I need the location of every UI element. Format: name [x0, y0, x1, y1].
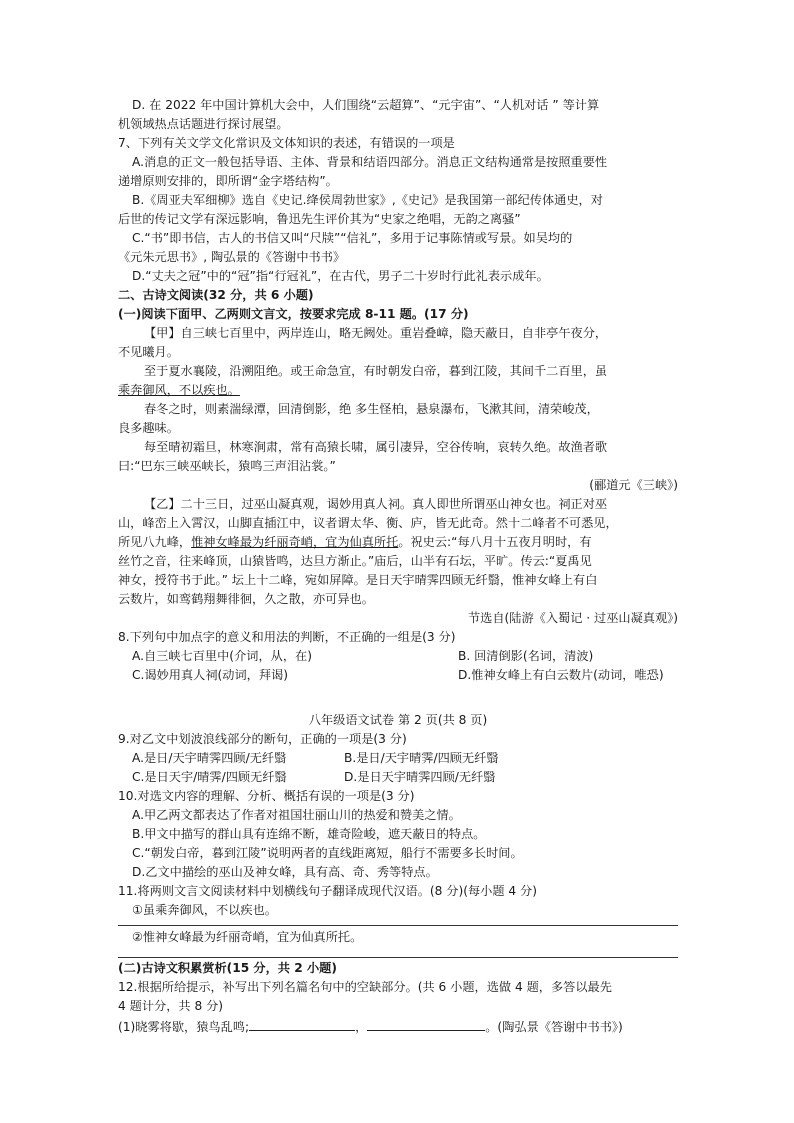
q10-option-c: C.“朝发白帝，暮到江陵”说明两者的直线距离短，船行不需要多长时间。 [132, 846, 523, 860]
q8-option-d: D.惟神女峰上有白云数片(动词，唯恐) [458, 668, 664, 682]
passage-jia-line: 曰:“巴东三峡巫峡长，猿鸣三声泪沾裳。” [118, 459, 336, 473]
question-12: 12.根据所给提示，补写出下列名篇名句中的空缺部分。(共 6 小题，选做 4 题，多答以最先 [118, 980, 612, 994]
question-11: 11.将两则文言文阅读材料中划横线句子翻译成现代汉语。(8 分)(每小题 4 分) [118, 884, 537, 898]
question-12-cont: 4 题计分，共 8 分) [118, 999, 224, 1013]
q8-options-row [118, 666, 678, 685]
comma: ， [355, 1020, 368, 1034]
question-9: 9.对乙文中划波浪线部分的断句，正确的一项是(3 分) [118, 732, 407, 746]
passage-yi-text: 。祝史云:“每八月十五夜月明时，有 [398, 535, 592, 549]
question-10: 10.对选文内容的理解、分析、概括有误的一项是(3 分) [118, 789, 415, 803]
q8-option-a: A.自三峡七百里中(介词，从，在) [132, 649, 312, 663]
answer-line[interactable] [118, 925, 678, 926]
subsection-2-heading: (二)古诗文积累赏析(15 分，共 2 小题) [118, 961, 337, 975]
q9-options-row [118, 749, 678, 768]
exam-page [118, 96, 678, 1037]
spacer [118, 685, 678, 711]
passage-jia-line: 【甲】自三峡七百里中，两岸连山，略无阙处。重岩叠嶂，隐天蔽日，自非亭午夜分， [144, 326, 608, 340]
q10-option-d: D.乙文中描绘的巫山及神女峰，具有高、奇、秀等特点。 [132, 865, 438, 879]
passage-yi-line [118, 533, 678, 552]
underlined-sentence: 惟神女峰最为纤丽奇峭，宜为仙真所托 [191, 535, 399, 549]
q12-item-1-prompt: (1)晓雾将歇，猿鸟乱鸣; [118, 1020, 250, 1034]
q9-option-d: D.是日天宇晴霁四顾/无纤翳 [344, 770, 496, 784]
q9-option-c: C.是日天宇/晴霁/四顾无纤翳 [132, 770, 287, 784]
q9-option-a: A.是日/天宇晴霁四顾/无纤翳 [132, 751, 287, 765]
q7-option-d: D.“丈夫之冠”中的“冠”指“行冠礼”，在古代，男子二十岁时行此礼表示成年。 [132, 269, 549, 283]
answer-blank[interactable] [249, 1016, 355, 1031]
page-footer: 八年级语文试卷 第 2 页(共 8 页) [308, 713, 488, 727]
passage-yi-line: 丝竹之音，往来峰顶，山猿皆鸣，达旦方渐止。”庙后，山半有石坛，平旷。传云:“夏禹见 [118, 554, 592, 568]
q8-option-b: B. 回清倒影(名词，清波) [458, 649, 594, 663]
q12-item-1 [118, 1016, 678, 1037]
q7-option-c-cont: 《元朱元思书》, 陶弘景的《答谢中书书》 [118, 250, 346, 264]
q11-item-2: ②惟神女峰最为纤丽奇峭，宜为仙真所托。 [132, 930, 363, 944]
answer-line[interactable] [118, 957, 678, 958]
q7-option-b-cont: 后世的传记文学有深远影响，鲁迅先生评价其为“史家之绝唱，无韵之离骚” [118, 212, 521, 226]
passage-jia-line-underlined [118, 381, 678, 400]
passage-jia-line: 春冬之时，则素湍绿潭，回清倒影，绝 多生怪柏，悬泉瀑布，飞漱其间，清荣峻茂， [144, 402, 599, 416]
section-2-heading: 二、古诗文阅读(32 分，共 6 小题) [118, 288, 314, 302]
option-d-text-cont: 机领域热点话题进行探讨展望。 [118, 117, 289, 131]
passage-jia-source: (郦道元《三峡》) [589, 478, 678, 492]
underlined-sentence: 乘奔御风，不以疾也。 [118, 383, 240, 397]
q12-item-1-source: 。(陶弘景《答谢中书书》) [485, 1020, 623, 1034]
passage-yi-line: 山，峰峦上入霄汉，山脚直插江中，议者谓太华、衡、庐，皆无此奇。然十二峰者不可悉见， [118, 516, 618, 530]
subsection-1-heading: (一)阅读下面甲、乙两则文言文，按要求完成 8-11 题。(17 分) [118, 307, 469, 321]
passage-jia-line: 每至晴初霜旦，林寒涧肃，常有高猿长啸，属引凄异，空谷传响，哀转久绝。故渔者歌 [144, 440, 608, 454]
passage-yi-line: 【乙】二十三日，过巫山凝真观，谒妙用真人祠。真人即世所谓巫山神女也。祠正对巫 [144, 497, 608, 511]
question-7: 7、下列有关文学文化常识及文体知识的表述，有错误的一项是 [118, 136, 455, 150]
passage-yi-line: 神女，授符书于此。” 坛上十二峰，宛如屏障。是日天宇晴霁四顾无纤翳，惟神女峰上有白 [118, 573, 598, 587]
option-d-text: D. 在 2022 年中国计算机大会中，人们围绕“云超算”、“元宇宙”、“人机对话 ” 等计算 [132, 98, 600, 112]
q9-option-b: B.是日/天宇晴霁/四顾无纤翳 [344, 751, 499, 765]
question-8: 8.下列句中加点字的意义和用法的判断，不正确的一组是(3 分) [118, 630, 456, 644]
q7-option-a-cont: 递增原则安排的，即所谓“金字塔结构”。 [118, 174, 338, 188]
q7-option-b: B.《周亚夫军细柳》选自《史记.绛侯周勃世家》,《史记》是我国第一部纪传体通史，对 [132, 193, 603, 207]
passage-yi-text: 所见八九峰， [118, 535, 192, 549]
q10-option-b: B.甲文中描写的群山具有连绵不断，雄奇险峻，遮天蔽日的特点。 [132, 827, 486, 841]
passage-yi-source: 节选自(陆游《入蜀记 · 过巫山凝真观》) [467, 611, 678, 625]
passage-yi-line: 云数片，如鸾鹤翔舞徘徊，久之散，亦可异也。 [118, 592, 374, 606]
q9-options-row [118, 768, 678, 787]
q11-item-1: ①虽乘奔御风，不以疾也。 [132, 903, 277, 917]
q7-option-c: C.“书”即书信，古人的书信又叫“尺牍”“信礼”，多用于记事陈情或写景。如吴均的 [132, 231, 573, 245]
passage-jia-line: 良多趣味。 [118, 421, 179, 435]
q10-option-a: A.甲乙两文都表达了作者对祖国壮丽山川的热爱和赞美之情。 [132, 808, 461, 822]
passage-jia-line: 不见曦月。 [118, 345, 179, 359]
passage-jia-line: 至于夏水襄陵，沿溯阻绝。或王命急宣，有时朝发白帝，暮到江陵，其间千二百里，虽 [144, 364, 608, 378]
q7-option-a: A.消息的正文一般包括导语、主体、背景和结语四部分。消息正文结构通常是按照重要性 [132, 155, 608, 169]
q8-option-c: C.谒妙用真人祠(动词，拜谒) [132, 668, 288, 682]
answer-blank[interactable] [367, 1016, 485, 1031]
q8-options-row [118, 647, 678, 666]
